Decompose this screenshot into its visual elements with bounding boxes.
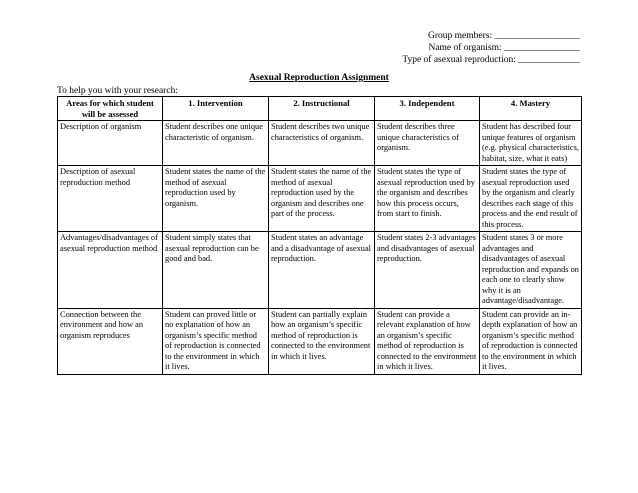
rubric-table [57, 96, 582, 375]
column-header-independent: 3. Independent [375, 97, 480, 121]
table-cell: Student states 3 or more advantages and disadvantages of asexual reproduction and expands on each one to clearly show why it is an advantage/disadvantage. [480, 232, 582, 309]
table-cell: Student states an advantage and a disadvantage of asexual reproduction. [269, 232, 375, 309]
table-row [58, 232, 582, 309]
column-header-areas: Areas for which student will be assessed [58, 97, 163, 121]
row-area-label: Description of asexual reproduction method [58, 166, 163, 232]
header-block [0, 30, 580, 66]
table-row [58, 308, 582, 374]
table-cell: Student states the type of asexual reproduction used by the organism and describes how this process occurs, from start to finish. [375, 166, 480, 232]
table-cell: Student describes three unique characteristics of organism. [375, 121, 480, 166]
reproduction-type-line: Type of asexual reproduction: _____________ [402, 55, 580, 65]
table-cell: Student states 2-3 advantages and disadvantages of asexual reproduction. [375, 232, 480, 309]
page-title: Asexual Reproduction Assignment [249, 73, 389, 83]
table-cell: Student states the type of asexual reproduction used by the organism and clearly describes each stage of this process and the end result of this process. [480, 166, 582, 232]
table-cell: Student can partially explain how an organism’s specific method of reproduction is connected to the environment in which it lives. [269, 308, 375, 374]
column-header-instructional: 2. Instructional [269, 97, 375, 121]
table-cell: Student has described four unique features of organism (e.g. physical characteristics, habitat, size, what it eats) [480, 121, 582, 166]
column-header-intervention: 1. Intervention [163, 97, 269, 121]
row-area-label: Advantages/disadvantages of asexual reproduction method [58, 232, 163, 309]
rubric-header-row [58, 97, 582, 121]
table-cell: Student describes one unique characteristic of organism. [163, 121, 269, 166]
row-area-label: Connection between the environment and how an organism reproduces [58, 308, 163, 374]
table-cell: Student can provide an in-depth explanation of how an organism’s specific method of reproduction is connected to the environment in which it lives. [480, 308, 582, 374]
intro-text: To help you with your research: [57, 86, 178, 96]
column-header-mastery: 4. Mastery [480, 97, 582, 121]
organism-name-line: Name of organism: ________________ [428, 43, 580, 53]
table-cell: Student describes two unique characteristics of organism. [269, 121, 375, 166]
row-area-label: Description of organism [58, 121, 163, 166]
table-cell: Student states the name of the method of asexual reproduction used by organism. [163, 166, 269, 232]
table-row [58, 166, 582, 232]
table-cell: Student can proved little or no explanation of how an organism’s specific method of reproduction is connected to the environment in which it lives. [163, 308, 269, 374]
table-cell: Student can provide a relevant explanation of how an organism’s specific method of reproduction is connected to the environment in which it lives. [375, 308, 480, 374]
table-cell: Student states the name of the method of asexual reproduction used by the organism and describes one part of the process. [269, 166, 375, 232]
table-cell: Student simply states that asexual reproduction can be good and bad. [163, 232, 269, 309]
table-row [58, 121, 582, 166]
group-members-line: Group members: __________________ [428, 31, 580, 41]
